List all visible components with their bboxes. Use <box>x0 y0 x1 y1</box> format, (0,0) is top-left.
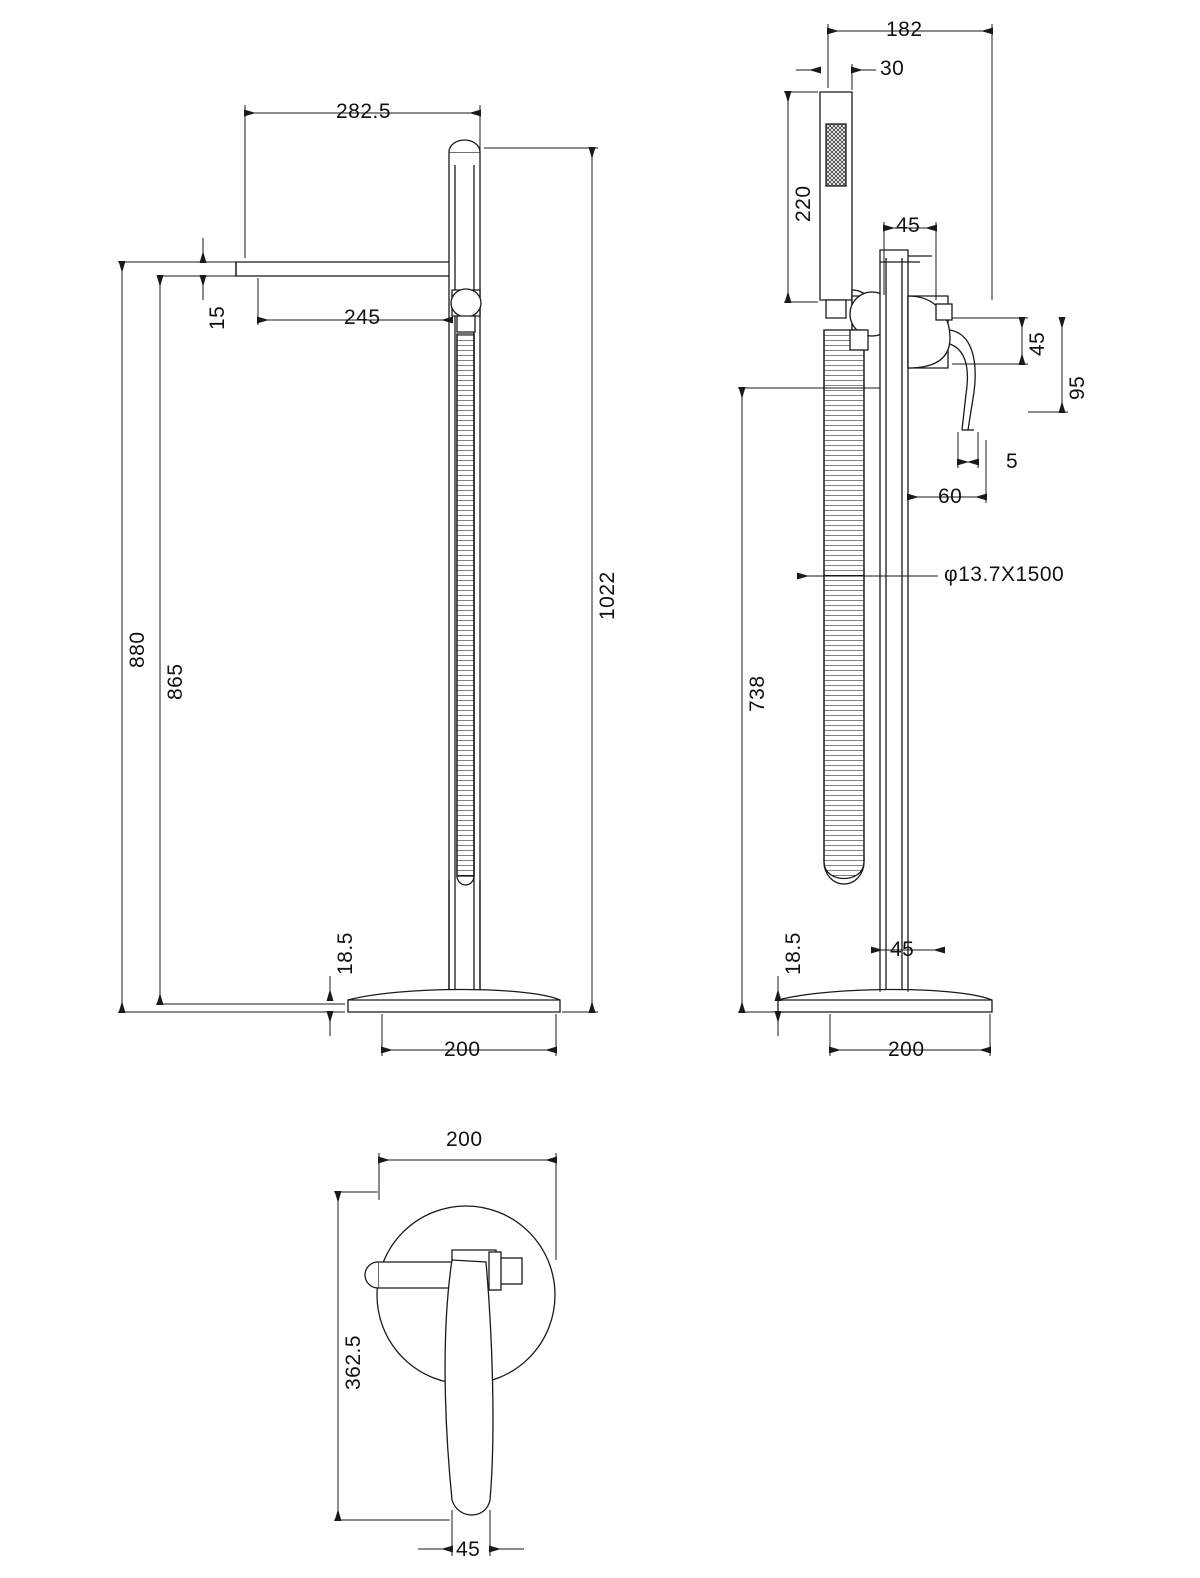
dim-plan-riser-diameter: 45 <box>456 1538 481 1561</box>
dim-plan-base-diameter: 200 <box>446 1128 483 1151</box>
plan-view-geometry <box>365 1206 555 1515</box>
front-elevation-geometry <box>236 140 560 1012</box>
dim-spout-underside-height: 865 <box>164 663 187 700</box>
dim-plan-lever-extent: 362.5 <box>342 1334 365 1390</box>
dim-spout-thickness: 15 <box>206 305 229 330</box>
dim-lever-length: 60 <box>938 485 963 508</box>
dim-base-diameter-front: 200 <box>444 1038 481 1061</box>
dim-base-thickness-front: 18.5 <box>334 932 357 975</box>
dim-hose-spec: φ13.7X1500 <box>944 563 1065 586</box>
dim-valve-centre-height: 95 <box>1066 375 1089 400</box>
dim-hose-drop-height: 738 <box>746 675 769 712</box>
dim-lever-clearance: 5 <box>1006 450 1019 473</box>
dim-spout-height: 880 <box>126 631 149 668</box>
dim-valve-body-height: 45 <box>1026 331 1049 356</box>
dim-base-diameter-side: 200 <box>888 1038 925 1061</box>
dim-overall-height: 1022 <box>596 571 619 620</box>
dim-spout-reach: 282.5 <box>336 100 392 123</box>
dim-handset-diameter: 30 <box>880 57 905 80</box>
dim-lever-offset: 45 <box>896 214 921 237</box>
front-dimension-lines <box>118 105 598 1056</box>
dim-base-thickness-side: 18.5 <box>782 932 805 975</box>
side-elevation-geometry <box>778 92 992 1012</box>
dim-handset-holder-offset: 245 <box>344 306 381 329</box>
dim-overall-depth: 182 <box>886 18 923 41</box>
dim-handset-length: 220 <box>792 185 815 222</box>
dim-riser-diameter: 45 <box>890 938 915 961</box>
